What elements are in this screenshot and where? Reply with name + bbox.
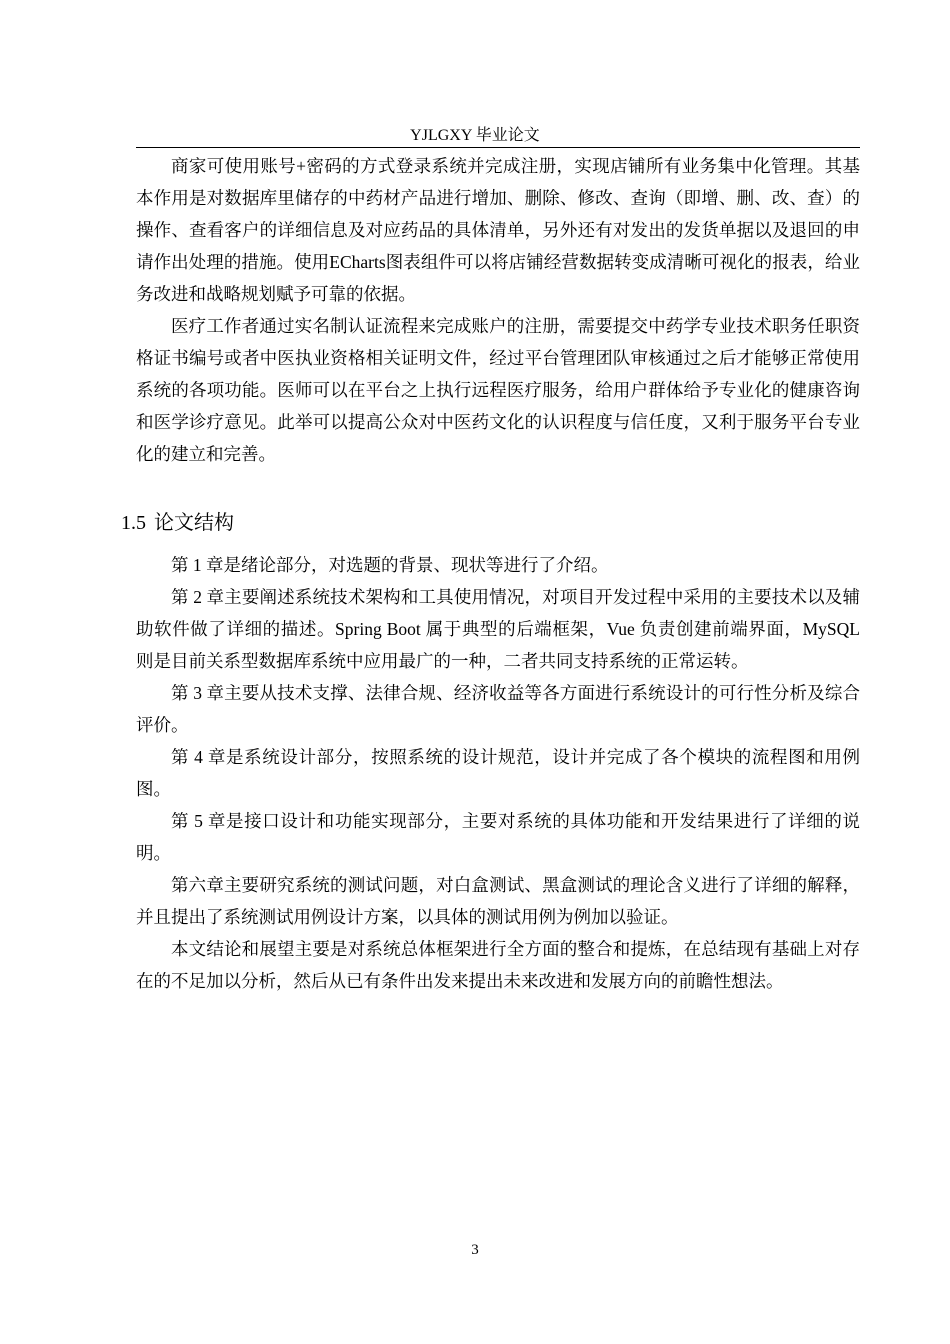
intro-paragraph-doctor: 医疗工作者通过实名制认证流程来完成账户的注册，需要提交中药学专业技术职务任职资格证书编号或者中医执业资格相关证明文件，经过平台管理团队审核通过之后才能够正常使用系统的各项功能。医师可以在平台之上执行远程医疗服务，给用户群体给予专业化的健康咨询和医学诊疗意见。此举可以提高公众对中医药文化的认识程度与信任度，又利于服务平台专业化的建立和完善。 [136,316,860,464]
intro-text-block [136,150,860,470]
conclusion-paragraph: 本文结论和展望主要是对系统总体框架进行全方面的整合和提炼，在总结现有基础上对存在的不足加以分析，然后从已有条件出发来提出未来改进和发展方向的前瞻性想法。 [136,939,860,991]
chapter-2-paragraph: 第 2 章主要阐述系统技术架构和工具使用情况，对项目开发过程中采用的主要技术以及辅助软件做了详细的描述。Spring Boot 属于典型的后端框架，Vue 负责创建前端界面，MySQL 则是目前关系型数据库系统中应用最广的一种，二者共同支持系统的正常运转。 [136,587,860,671]
intro-paragraph-merchant: 商家可使用账号+密码的方式登录系统并完成注册，实现店铺所有业务集中化管理。其基本作用是对数据库里储存的中药材产品进行增加、删除、修改、查询（即增、删、改、查）的操作、查看客户的详细信息及对应药品的具体清单，另外还有对发出的发货单据以及退回的申请作出处理的措施。使用ECharts图表组件可以将店铺经营数据转变成清晰可视化的报表，给业务改进和战略规划赋予可靠的依据。 [136,156,860,304]
chapter-5-paragraph: 第 5 章是接口设计和功能实现部分，主要对系统的具体功能和开发结果进行了详细的说明。 [136,811,860,863]
chapter-1-paragraph: 第 1 章是绪论部分，对选题的背景、现状等进行了介绍。 [171,555,609,575]
section-text-block [136,549,860,997]
section-title: 论文结构 [154,512,234,534]
page-number: 3 [471,1242,479,1258]
section-number: 1.5 [121,512,146,534]
chapter-4-paragraph: 第 4 章是系统设计部分，按照系统的设计规范，设计并完成了各个模块的流程图和用例图。 [136,747,860,799]
chapter-6-paragraph: 第六章主要研究系统的测试问题，对白盒测试、黑盒测试的理论含义进行了详细的解释，并且提出了系统测试用例设计方案，以具体的测试用例为例加以验证。 [136,875,860,927]
running-header-title: YJLGXY 毕业论文 [410,127,540,144]
chapter-3-paragraph: 第 3 章主要从技术支撑、法律合规、经济收益等各方面进行系统设计的可行性分析及综合评价。 [136,683,860,735]
header-rule [136,147,860,148]
section-heading [121,507,234,539]
